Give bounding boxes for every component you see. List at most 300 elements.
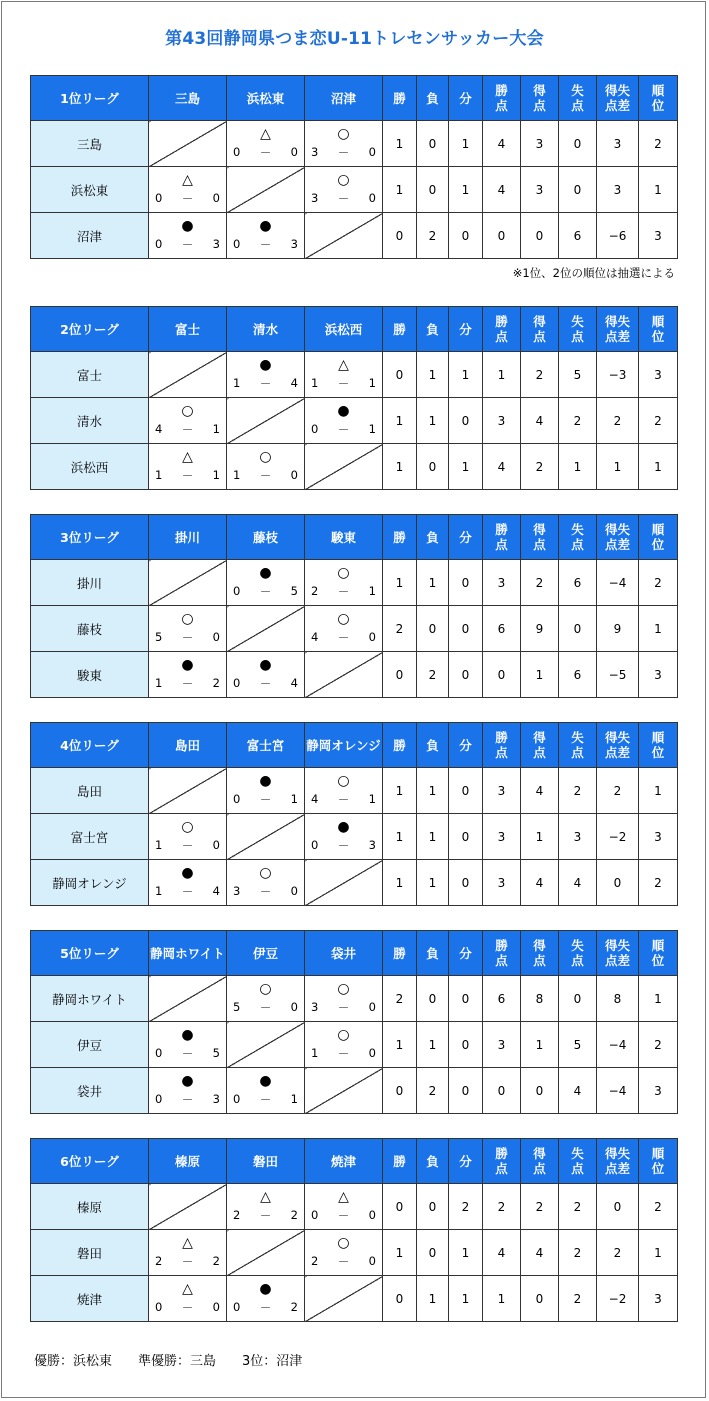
score-dash: － <box>259 377 272 391</box>
column-team-header: 島田 <box>149 723 227 768</box>
match-result-cell <box>305 121 383 167</box>
stat-value: 0 <box>417 1230 449 1276</box>
score-right: 5 <box>290 584 298 598</box>
column-team-header: 焼津 <box>305 1139 383 1184</box>
score-dash: － <box>181 885 194 899</box>
match-score <box>155 838 220 854</box>
match-score <box>311 630 376 646</box>
third-place-text: 3位：沼津 <box>242 1354 303 1369</box>
stat-value: 5 <box>559 1022 597 1068</box>
stat-header: 勝 <box>383 307 417 352</box>
match-result-cell <box>149 213 227 259</box>
score-dash: － <box>181 469 194 483</box>
score-right: 0 <box>290 468 298 482</box>
match-result-cell <box>149 652 227 698</box>
stat-header: 得失 点差 <box>597 931 639 976</box>
stat-header: 失 点 <box>559 76 597 121</box>
diagonal-cell <box>305 444 383 490</box>
score-right: 1 <box>368 376 376 390</box>
runner-up-text: 準優勝：三島 <box>138 1354 217 1369</box>
score-dash: － <box>337 377 350 391</box>
stat-value: 1 <box>417 860 449 906</box>
stat-header: 失 点 <box>559 515 597 560</box>
score-left: 0 <box>155 1046 163 1060</box>
stat-value: 0 <box>383 213 417 259</box>
match-score <box>311 838 376 854</box>
stat-header: 分 <box>449 1139 483 1184</box>
row-team-name: 浜松西 <box>31 444 149 490</box>
score-dash: － <box>181 192 194 206</box>
score-dash: － <box>259 469 272 483</box>
stat-value: 1 <box>449 121 483 167</box>
match-result-cell <box>305 1022 383 1068</box>
score-right: 0 <box>290 1000 298 1014</box>
match-result-cell <box>149 1022 227 1068</box>
column-team-header: 浜松東 <box>227 76 305 121</box>
match-score <box>155 1046 220 1062</box>
stat-value: 0 <box>449 1022 483 1068</box>
diagonal-cell <box>149 768 227 814</box>
stat-value: 2 <box>483 1184 521 1230</box>
match-result-cell <box>305 398 383 444</box>
stat-value: 0 <box>449 652 483 698</box>
match-score <box>311 145 376 161</box>
result-symbol-icon: ● <box>259 565 272 581</box>
stat-value: 0 <box>559 121 597 167</box>
league-name: 6位リーグ <box>31 1139 149 1184</box>
score-dash: － <box>181 1255 194 1269</box>
stat-value: −5 <box>597 652 639 698</box>
stat-value: 1 <box>639 606 678 652</box>
stat-value: 1 <box>639 768 678 814</box>
stat-header: 得 点 <box>521 307 559 352</box>
stat-value: 4 <box>521 398 559 444</box>
stat-value: 3 <box>559 814 597 860</box>
result-symbol-icon: ● <box>259 357 272 373</box>
score-dash: － <box>337 839 350 853</box>
table-row <box>31 652 678 698</box>
match-result-cell <box>149 1230 227 1276</box>
match-result-cell <box>305 1184 383 1230</box>
league-table-5 <box>30 930 678 1114</box>
stat-value: 2 <box>521 352 559 398</box>
stat-header: 勝 <box>383 723 417 768</box>
stat-value: 4 <box>521 1230 559 1276</box>
match-result-cell <box>227 352 305 398</box>
match-result-cell <box>227 560 305 606</box>
stat-value: 1 <box>383 167 417 213</box>
result-symbol-icon: ● <box>259 1281 272 1297</box>
result-symbol-icon: ● <box>259 218 272 234</box>
score-dash: － <box>337 1047 350 1061</box>
stat-value: 0 <box>483 213 521 259</box>
stat-value: 4 <box>483 167 521 213</box>
match-result-cell <box>305 167 383 213</box>
match-result-cell <box>305 606 383 652</box>
match-score <box>311 792 376 808</box>
match-score <box>155 630 220 646</box>
match-score <box>233 584 298 600</box>
stat-value: 1 <box>449 352 483 398</box>
stat-value: 2 <box>559 398 597 444</box>
result-symbol-icon: ● <box>337 403 350 419</box>
result-symbol-icon: ○ <box>337 981 350 997</box>
standings-table <box>30 1138 678 1322</box>
score-left: 0 <box>233 584 241 598</box>
score-dash: － <box>181 1047 194 1061</box>
match-result-cell <box>149 1068 227 1114</box>
stat-header: 得 点 <box>521 515 559 560</box>
score-left: 0 <box>311 1208 319 1222</box>
table-row <box>31 860 678 906</box>
score-right: 3 <box>290 237 298 251</box>
row-team-name: 島田 <box>31 768 149 814</box>
score-dash: － <box>259 793 272 807</box>
score-right: 0 <box>212 1300 220 1314</box>
result-symbol-icon: ○ <box>181 611 194 627</box>
stat-value: 1 <box>521 1022 559 1068</box>
stat-value: 3 <box>639 213 678 259</box>
match-score <box>233 1300 298 1316</box>
diagonal-cell <box>305 652 383 698</box>
standings-table <box>30 514 678 698</box>
stat-value: 2 <box>559 1230 597 1276</box>
stat-value: 2 <box>559 1276 597 1322</box>
stat-value: 0 <box>383 1184 417 1230</box>
row-team-name: 三島 <box>31 121 149 167</box>
result-symbol-icon: ● <box>259 1073 272 1089</box>
league-table-3 <box>30 514 678 698</box>
result-symbol-icon: ● <box>181 218 194 234</box>
score-right: 3 <box>368 838 376 852</box>
stat-value: 0 <box>483 1068 521 1114</box>
column-team-header: 藤枝 <box>227 515 305 560</box>
table-row <box>31 398 678 444</box>
stat-value: 4 <box>483 444 521 490</box>
score-left: 2 <box>311 584 319 598</box>
column-team-header: 磐田 <box>227 1139 305 1184</box>
result-symbol-icon: △ <box>260 126 271 142</box>
stat-header: 得 点 <box>521 1139 559 1184</box>
stat-header: 得 点 <box>521 931 559 976</box>
score-left: 2 <box>233 1208 241 1222</box>
stat-value: 1 <box>383 1022 417 1068</box>
match-score <box>311 1208 376 1224</box>
match-result-cell <box>149 814 227 860</box>
score-dash: － <box>259 677 272 691</box>
stat-value: 0 <box>449 860 483 906</box>
score-right: 3 <box>212 237 220 251</box>
match-result-cell <box>227 1184 305 1230</box>
match-result-cell <box>305 768 383 814</box>
stat-value: 2 <box>383 976 417 1022</box>
stat-value: 1 <box>417 1022 449 1068</box>
match-score <box>311 1254 376 1270</box>
stat-value: 2 <box>639 1022 678 1068</box>
score-dash: － <box>259 1301 272 1315</box>
stat-value: 1 <box>417 1276 449 1322</box>
row-team-name: 浜松東 <box>31 167 149 213</box>
diagonal-cell <box>227 398 305 444</box>
column-team-header: 三島 <box>149 76 227 121</box>
stat-value: 0 <box>559 606 597 652</box>
stat-value: 0 <box>597 860 639 906</box>
stat-value: 1 <box>417 398 449 444</box>
champion-text: 優勝：浜松東 <box>34 1354 113 1369</box>
stat-value: 1 <box>483 352 521 398</box>
stat-value: 4 <box>559 1068 597 1114</box>
stat-value: 0 <box>449 1068 483 1114</box>
league-table-2 <box>30 306 678 490</box>
match-result-cell <box>227 121 305 167</box>
score-dash: － <box>259 1001 272 1015</box>
stat-value: −4 <box>597 1068 639 1114</box>
stat-value: 1 <box>521 652 559 698</box>
stat-value: 0 <box>559 976 597 1022</box>
match-score <box>155 1254 220 1270</box>
match-result-cell <box>227 1276 305 1322</box>
table-row <box>31 814 678 860</box>
stat-header: 勝 点 <box>483 515 521 560</box>
table-row <box>31 1276 678 1322</box>
score-left: 1 <box>311 376 319 390</box>
league-table-6 <box>30 1138 678 1322</box>
match-result-cell <box>227 768 305 814</box>
league-name: 5位リーグ <box>31 931 149 976</box>
stat-header: 勝 点 <box>483 931 521 976</box>
stat-value: 2 <box>521 444 559 490</box>
stat-value: 0 <box>417 976 449 1022</box>
score-right: 0 <box>212 838 220 852</box>
result-symbol-icon: ○ <box>337 565 350 581</box>
score-right: 4 <box>290 676 298 690</box>
league-name: 1位リーグ <box>31 76 149 121</box>
stat-header: 得 点 <box>521 76 559 121</box>
row-team-name: 富士 <box>31 352 149 398</box>
stat-value: −2 <box>597 814 639 860</box>
diagonal-cell <box>227 1230 305 1276</box>
stat-value: 8 <box>597 976 639 1022</box>
stat-value: 3 <box>483 768 521 814</box>
score-right: 1 <box>368 422 376 436</box>
row-team-name: 沼津 <box>31 213 149 259</box>
stat-header: 勝 <box>383 1139 417 1184</box>
column-team-header: 静岡オレンジ <box>305 723 383 768</box>
match-result-cell <box>305 976 383 1022</box>
table-row <box>31 976 678 1022</box>
stat-value: 3 <box>483 398 521 444</box>
table-row <box>31 606 678 652</box>
stat-value: 2 <box>521 560 559 606</box>
result-symbol-icon: ○ <box>181 819 194 835</box>
stat-value: 1 <box>449 1230 483 1276</box>
stat-header: 分 <box>449 931 483 976</box>
stat-value: 1 <box>639 167 678 213</box>
result-symbol-icon: ○ <box>337 1235 350 1251</box>
match-score <box>155 191 220 207</box>
score-right: 1 <box>212 468 220 482</box>
match-score <box>233 468 298 484</box>
score-right: 3 <box>212 1092 220 1106</box>
score-dash: － <box>259 585 272 599</box>
score-left: 3 <box>311 191 319 205</box>
diagonal-cell <box>149 560 227 606</box>
result-symbol-icon: ● <box>181 1073 194 1089</box>
score-right: 0 <box>368 145 376 159</box>
stat-value: 1 <box>417 814 449 860</box>
column-team-header: 清水 <box>227 307 305 352</box>
stat-value: 0 <box>383 1276 417 1322</box>
stat-value: 6 <box>483 606 521 652</box>
match-result-cell <box>305 1230 383 1276</box>
stat-header: 失 点 <box>559 931 597 976</box>
stat-value: 3 <box>639 652 678 698</box>
diagonal-cell <box>149 976 227 1022</box>
stat-value: 4 <box>483 1230 521 1276</box>
score-left: 1 <box>233 376 241 390</box>
stat-header: 得失 点差 <box>597 515 639 560</box>
stat-header: 分 <box>449 723 483 768</box>
row-team-name: 富士宮 <box>31 814 149 860</box>
result-symbol-icon: △ <box>182 1281 193 1297</box>
match-result-cell <box>305 814 383 860</box>
stat-value: 0 <box>383 1068 417 1114</box>
table-row <box>31 167 678 213</box>
match-result-cell <box>305 560 383 606</box>
stat-value: 3 <box>639 1068 678 1114</box>
score-left: 2 <box>311 1254 319 1268</box>
score-dash: － <box>337 1255 350 1269</box>
table-row <box>31 1022 678 1068</box>
stat-value: 0 <box>597 1184 639 1230</box>
score-right: 2 <box>290 1208 298 1222</box>
diagonal-cell <box>305 213 383 259</box>
stat-value: 3 <box>521 167 559 213</box>
stat-header: 得失 点差 <box>597 307 639 352</box>
table-row <box>31 1068 678 1114</box>
stat-value: 0 <box>417 167 449 213</box>
match-score <box>155 1092 220 1108</box>
stat-value: 0 <box>449 976 483 1022</box>
score-left: 1 <box>233 468 241 482</box>
match-score <box>233 1000 298 1016</box>
score-dash: － <box>337 631 350 645</box>
match-result-cell <box>227 860 305 906</box>
score-right: 4 <box>212 884 220 898</box>
score-right: 0 <box>368 1046 376 1060</box>
column-team-header: 富士宮 <box>227 723 305 768</box>
stat-value: 1 <box>521 814 559 860</box>
match-result-cell <box>149 606 227 652</box>
stat-header: 失 点 <box>559 307 597 352</box>
stat-value: 0 <box>417 444 449 490</box>
table-row <box>31 560 678 606</box>
result-symbol-icon: △ <box>338 357 349 373</box>
score-left: 0 <box>155 237 163 251</box>
stat-header: 得失 点差 <box>597 76 639 121</box>
result-symbol-icon: ● <box>181 865 194 881</box>
match-result-cell <box>227 976 305 1022</box>
stat-header: 順 位 <box>639 307 678 352</box>
stat-header: 勝 点 <box>483 76 521 121</box>
standings-table <box>30 722 678 906</box>
stat-value: −3 <box>597 352 639 398</box>
match-result-cell <box>227 1068 305 1114</box>
column-team-header: 榛原 <box>149 1139 227 1184</box>
stat-value: 4 <box>521 860 559 906</box>
score-left: 0 <box>155 1092 163 1106</box>
stat-value: 3 <box>597 121 639 167</box>
score-dash: － <box>337 585 350 599</box>
match-score <box>233 237 298 253</box>
score-right: 1 <box>368 584 376 598</box>
standings-table <box>30 75 678 259</box>
score-left: 0 <box>233 1092 241 1106</box>
match-result-cell <box>305 352 383 398</box>
match-result-cell <box>149 860 227 906</box>
match-score <box>155 237 220 253</box>
stat-value: 3 <box>639 1276 678 1322</box>
stat-value: −4 <box>597 560 639 606</box>
stat-value: 3 <box>483 560 521 606</box>
stat-value: 6 <box>559 560 597 606</box>
row-team-name: 磐田 <box>31 1230 149 1276</box>
stat-value: −2 <box>597 1276 639 1322</box>
score-dash: － <box>259 1093 272 1107</box>
score-left: 0 <box>311 838 319 852</box>
row-team-name: 藤枝 <box>31 606 149 652</box>
column-team-header: 沼津 <box>305 76 383 121</box>
row-team-name: 駿東 <box>31 652 149 698</box>
column-team-header: 浜松西 <box>305 307 383 352</box>
result-symbol-icon: ○ <box>259 981 272 997</box>
match-score <box>311 191 376 207</box>
match-score <box>311 1046 376 1062</box>
stat-header: 失 点 <box>559 1139 597 1184</box>
result-symbol-icon: ● <box>259 773 272 789</box>
score-right: 1 <box>290 792 298 806</box>
match-score <box>233 676 298 692</box>
stat-value: 4 <box>521 768 559 814</box>
row-team-name: 榛原 <box>31 1184 149 1230</box>
stat-value: 3 <box>521 121 559 167</box>
column-team-header: 駿東 <box>305 515 383 560</box>
table-row <box>31 352 678 398</box>
score-left: 0 <box>233 792 241 806</box>
result-symbol-icon: ○ <box>337 611 350 627</box>
stat-value: 5 <box>559 352 597 398</box>
score-left: 3 <box>311 145 319 159</box>
row-team-name: 焼津 <box>31 1276 149 1322</box>
stat-value: 1 <box>597 444 639 490</box>
score-dash: － <box>337 1001 350 1015</box>
column-team-header: 掛川 <box>149 515 227 560</box>
score-right: 1 <box>290 1092 298 1106</box>
stat-value: 6 <box>483 976 521 1022</box>
table-row <box>31 444 678 490</box>
match-score <box>311 422 376 438</box>
row-team-name: 清水 <box>31 398 149 444</box>
stat-value: 2 <box>521 1184 559 1230</box>
stat-value: 8 <box>521 976 559 1022</box>
stat-value: 0 <box>417 1184 449 1230</box>
column-team-header: 富士 <box>149 307 227 352</box>
stat-value: −4 <box>597 1022 639 1068</box>
stat-value: 6 <box>559 652 597 698</box>
match-score <box>233 884 298 900</box>
stat-value: 0 <box>449 213 483 259</box>
stat-value: 4 <box>559 860 597 906</box>
